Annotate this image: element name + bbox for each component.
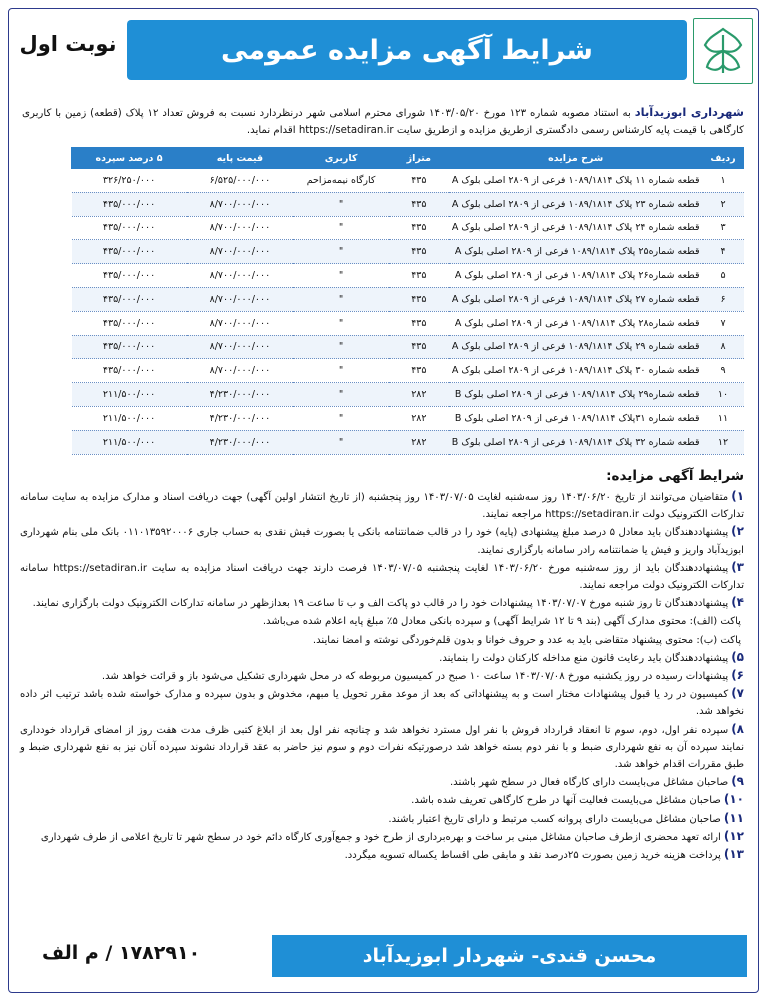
condition-item — [20, 649, 744, 667]
condition-text: پاکت (ب): محتوی پیشنهاد متقاضی باید به عدد و حروف خوانا و بدون قلم‌خوردگی نوشته و امضا نمایند. — [312, 634, 741, 646]
cell-area: ۴۳۵ — [389, 192, 449, 216]
cell-area: ۴۳۵ — [389, 169, 449, 193]
cell-row-num: ۹ — [703, 359, 744, 383]
condition-number: ۱) — [731, 489, 745, 503]
condition-item — [20, 773, 744, 791]
table-row — [72, 311, 744, 335]
cell-description: قطعه شماره ۲۴ پلاک ۱۰۸۹/۱۸۱۴ فرعی از ۲۸۰۹ اصلی بلوک A — [449, 216, 703, 240]
condition-text: سپرده نفر اول، دوم، سوم تا انعقاد قرارداد فروش با نفر اول مسترد نخواهد شد و چنانچه نفر اول بعد از ابلاغ کتبی ظرف مدت هفت روز از امضای قرارداد خودداری نمایند سپرده آن به نفع شهرداری ضبط و با نفر دوم بسته خواهد شد درصورتیکه نفرات دوم و سوم نیز حاضر به عقد قرارداد نشوند سپرده آنان نیز به نفع شهرداری ضبط و طبق مقررات اقدام خواهد شد. — [20, 724, 744, 771]
auction-items-table — [71, 147, 744, 455]
cell-description: قطعه شماره۲۸ پلاک ۱۰۸۹/۱۸۱۴ فرعی از ۲۸۰۹ اصلی بلوک A — [449, 311, 703, 335]
condition-item — [20, 612, 744, 630]
title-banner — [127, 20, 687, 80]
cell-usage: " — [293, 240, 389, 264]
cell-row-num: ۳ — [703, 216, 744, 240]
cell-row-num: ۱۱ — [703, 406, 744, 430]
cell-base-price: ۸/۷۰۰/۰۰۰/۰۰۰ — [187, 287, 294, 311]
condition-number: ۴) — [731, 595, 744, 610]
header-base-price: قیمت پایه — [187, 148, 294, 169]
condition-item — [20, 828, 744, 846]
cell-base-price: ۴/۲۳۰/۰۰۰/۰۰۰ — [187, 383, 294, 407]
cell-deposit: ۴۳۵/۰۰۰/۰۰۰ — [72, 359, 187, 383]
condition-number: ۲) — [731, 524, 744, 539]
cell-base-price: ۶/۵۲۵/۰۰۰/۰۰۰ — [187, 169, 294, 193]
condition-number: ۸) — [731, 721, 744, 736]
cell-deposit: ۴۳۵/۰۰۰/۰۰۰ — [72, 311, 187, 335]
condition-number: ۳) — [731, 559, 744, 574]
cell-area: ۲۸۲ — [389, 430, 449, 454]
cell-area: ۴۳۵ — [389, 216, 449, 240]
page-title: شرایط آگهی مزایده عمومی — [221, 34, 593, 66]
condition-item — [20, 667, 744, 685]
table-row — [72, 192, 744, 216]
table-row — [72, 359, 744, 383]
condition-text: ارائه تعهد محضری ازطرف صاحبان مشاغل مبنی بر ساخت و بهره‌برداری از طرح خود و جمع‌آوری کارگاه دائم خود در سطح شهر تا تاریخ اعلامی از طرف شهرداری — [40, 831, 721, 843]
table-header-row — [72, 148, 744, 169]
cell-base-price: ۸/۷۰۰/۰۰۰/۰۰۰ — [187, 216, 294, 240]
turn-label: نوبت اول — [19, 32, 117, 56]
cell-description: قطعه شماره ۲۷ پلاک ۱۰۸۹/۱۸۱۴ فرعی از ۲۸۰۹ اصلی بلوک A — [449, 287, 703, 311]
cell-description: قطعه شماره۲۹ پلاک ۱۰۸۹/۱۸۱۴ فرعی از ۲۸۰۹ اصلی بلوک B — [449, 383, 703, 407]
intro-lead: شهرداری ابوزیدآباد — [634, 105, 744, 119]
cell-area: ۴۳۵ — [389, 287, 449, 311]
cell-deposit: ۲۱۱/۵۰۰/۰۰۰ — [72, 430, 187, 454]
intro-text: به استناد مصوبه شماره ۱۲۳ مورخ ۱۴۰۳/۰۵/۲۰ شورای محترم اسلامی شهر درنظردارد نسبت به فروش تعداد ۱۲ پلاک (قطعه) زمین با کاربری کارگاهی با قیمت پایه کارشناس رسمی دادگستری ازطریق مزایده و ازطریق سایت https://setadiran.ir اقدام نماید. — [22, 108, 744, 136]
condition-number: ۶) — [731, 668, 744, 683]
municipality-logo-icon — [693, 18, 753, 84]
condition-number: ۱۱) — [723, 810, 744, 825]
cell-base-price: ۴/۲۳۰/۰۰۰/۰۰۰ — [187, 406, 294, 430]
cell-area: ۲۸۲ — [389, 383, 449, 407]
condition-item — [20, 810, 744, 828]
condition-text: صاحبان مشاغل می‌بایست فعالیت آنها در طرح کارگاهی تعریف شده باشد. — [411, 795, 721, 807]
cell-base-price: ۸/۷۰۰/۰۰۰/۰۰۰ — [187, 335, 294, 359]
table-row — [72, 240, 744, 264]
header — [12, 14, 757, 100]
table-row — [72, 169, 744, 193]
cell-row-num: ۵ — [703, 264, 744, 288]
cell-deposit: ۴۳۵/۰۰۰/۰۰۰ — [72, 264, 187, 288]
cell-deposit: ۴۳۵/۰۰۰/۰۰۰ — [72, 192, 187, 216]
condition-text: پرداخت هزینه خرید زمین بصورت ۲۵درصد نقد و مابقی طی اقساط یکساله تسویه میگردد. — [344, 850, 721, 862]
table-row — [72, 264, 744, 288]
cell-description: قطعه شماره ۳۱پلاک ۱۰۸۹/۱۸۱۴ فرعی از ۲۸۰۹ اصلی بلوک B — [449, 406, 703, 430]
cell-usage: " — [293, 311, 389, 335]
cell-base-price: ۸/۷۰۰/۰۰۰/۰۰۰ — [187, 192, 294, 216]
cell-usage: " — [293, 264, 389, 288]
cell-deposit: ۴۳۵/۰۰۰/۰۰۰ — [72, 335, 187, 359]
condition-item — [20, 791, 744, 809]
condition-text: پیشنهاددهندگان تا روز شنبه مورخ ۱۴۰۳/۰۷/۰۷ پیشنهادات خود را در قالب دو پاکت الف و ب تا ساعت ۱۹ بعدازظهر در سامانه تدارکات الکترونیک دولت بارگزاری نمایند. — [32, 598, 729, 610]
table-row — [72, 287, 744, 311]
condition-number: ۱۳) — [723, 847, 744, 862]
condition-number: ۱۲) — [723, 828, 744, 843]
condition-text: پیشنهاددهندگان باید از روز سه‌شنبه مورخ ۱۴۰۳/۰۶/۲۰ لغایت پنجشنبه ۱۴۰۳/۰۷/۰۵ فرصت دارند جهت دریافت اسناد مزایده به سایت https://setadiran.ir سامانه تدارکات الکترونیک دولت مراجعه نمایند. — [20, 562, 744, 592]
cell-area: ۲۸۲ — [389, 406, 449, 430]
cell-usage: کارگاه نیمه‌مزاحم — [293, 169, 389, 193]
cell-base-price: ۴/۲۳۰/۰۰۰/۰۰۰ — [187, 430, 294, 454]
condition-text: صاحبان مشاغل می‌بایست دارای کارگاه فعال در سطح شهر باشند. — [449, 777, 729, 789]
cell-usage: " — [293, 359, 389, 383]
cell-description: قطعه شماره ۲۹ پلاک ۱۰۸۹/۱۸۱۴ فرعی از ۲۸۰۹ اصلی بلوک A — [449, 335, 703, 359]
cell-description: قطعه شماره ۳۲ پلاک ۱۰۸۹/۱۸۱۴ فرعی از ۲۸۰۹ اصلی بلوک B — [449, 430, 703, 454]
header-row-num: ردیف — [703, 148, 744, 169]
condition-item — [20, 523, 744, 558]
cell-description: قطعه شماره ۱۱ پلاک ۱۰۸۹/۱۸۱۴ فرعی از ۲۸۰۹ اصلی بلوک A — [449, 169, 703, 193]
cell-row-num: ۲ — [703, 192, 744, 216]
cell-deposit: ۲۱۱/۵۰۰/۰۰۰ — [72, 383, 187, 407]
table-row — [72, 406, 744, 430]
condition-number: ۱۰) — [723, 792, 744, 807]
cell-area: ۴۳۵ — [389, 359, 449, 383]
condition-text: پیشنهاددهندگان باید معادل ۵ درصد مبلغ پیشنهادی (پایه) خود را در قالب ضمانتنامه بانکی یا بصورت فیش نقدی به حساب جاری ۰۱۱۰۱۳۵۹۲۰۰۰۶ بانک ملی بنام شهرداری ابوزیدآباد واریز و فیش یا ضمانتنامه رادر سامانه بارگزاری نمایند. — [20, 527, 744, 556]
cell-row-num: ۱ — [703, 169, 744, 193]
table-row — [72, 430, 744, 454]
cell-row-num: ۷ — [703, 311, 744, 335]
cell-usage: " — [293, 406, 389, 430]
condition-item — [20, 721, 744, 774]
condition-text: کمیسیون در رد یا قبول پیشنهادات مختار است و به پیشنهاداتی که بعد از موعد مقرر تحویل یا مبهم، مخدوش و بدون سپرده و مدارک خواسته شده باشد ترتیب اثر داده نخواهد شد. — [20, 689, 744, 718]
cell-usage: " — [293, 383, 389, 407]
condition-item — [20, 594, 744, 612]
cell-deposit: ۴۳۵/۰۰۰/۰۰۰ — [72, 240, 187, 264]
cell-description: قطعه شماره ۲۳ پلاک ۱۰۸۹/۱۸۱۴ فرعی از ۲۸۰۹ اصلی بلوک A — [449, 192, 703, 216]
condition-text: پاکت (الف): محتوی مدارک آگهی (بند ۹ تا ۱۲ شرایط آگهی) و سپرده بانکی معادل ۵٪ مبلغ پایه اعلام شده می‌باشد. — [262, 616, 741, 628]
condition-number: ۵) — [731, 649, 744, 664]
cell-area: ۴۳۵ — [389, 264, 449, 288]
cell-description: قطعه شماره۲۵ پلاک ۱۰۸۹/۱۸۱۴ فرعی از ۲۸۰۹ اصلی بلوک A — [449, 240, 703, 264]
cell-row-num: ۸ — [703, 335, 744, 359]
condition-text: متقاضیان می‌توانند از تاریخ ۱۴۰۳/۰۶/۲۰ روز سه‌شنبه لغایت ۱۴۰۳/۰۷/۰۵ روز پنجشنبه (از تاریخ انتشار اولین آگهی) جهت دریافت اسناد و مدارک مزایده به سایت سامانه تدارکات الکترونیک دولت https://setadiran.ir مراجعه نمایند. — [20, 492, 744, 521]
header-description: شرح مزایده — [449, 148, 703, 169]
condition-item — [20, 488, 744, 523]
cell-deposit: ۲۱۱/۵۰۰/۰۰۰ — [72, 406, 187, 430]
header-area: متراژ — [389, 148, 449, 169]
cell-usage: " — [293, 430, 389, 454]
cell-base-price: ۸/۷۰۰/۰۰۰/۰۰۰ — [187, 240, 294, 264]
condition-number: ۷) — [731, 686, 744, 701]
condition-text: پیشنهادات رسیده در روز یکشنبه مورخ ۱۴۰۳/۰۷/۰۸ ساعت ۱۰ صبح در کمیسیون مربوطه که در محل شهرداری تشکیل می‌شود باز و قرائت خواهد شد. — [101, 671, 729, 683]
table-row — [72, 383, 744, 407]
cell-description: قطعه شماره ۳۰ پلاک ۱۰۸۹/۱۸۱۴ فرعی از ۲۸۰۹ اصلی بلوک A — [449, 359, 703, 383]
condition-item — [20, 631, 744, 649]
condition-item — [20, 685, 744, 720]
cell-usage: " — [293, 216, 389, 240]
condition-item — [20, 846, 744, 864]
intro-paragraph — [22, 104, 744, 139]
cell-usage: " — [293, 192, 389, 216]
condition-text: صاحبان مشاغل می‌بایست دارای پروانه کسب مرتبط و دارای تاریخ اعتبار باشند. — [388, 813, 721, 825]
cell-row-num: ۱۲ — [703, 430, 744, 454]
header-usage: کاربری — [293, 148, 389, 169]
cell-deposit: ۳۲۶/۲۵۰/۰۰۰ — [72, 169, 187, 193]
cell-usage: " — [293, 335, 389, 359]
cell-area: ۴۳۵ — [389, 240, 449, 264]
conditions-title: شرایط آگهی مزایده: — [606, 468, 744, 484]
signature-banner — [272, 935, 747, 977]
footer — [12, 935, 757, 979]
cell-row-num: ۶ — [703, 287, 744, 311]
condition-text: پیشنهاددهندگان باید رعایت قانون منع مداخله کارکنان دولت را بنمایند. — [439, 652, 729, 664]
table-row — [72, 216, 744, 240]
cell-base-price: ۸/۷۰۰/۰۰۰/۰۰۰ — [187, 311, 294, 335]
ad-code: ۱۷۸۲۹۱۰ / م الف — [42, 942, 201, 964]
cell-description: قطعه شماره۲۶ پلاک ۱۰۸۹/۱۸۱۴ فرعی از ۲۸۰۹ اصلی بلوک A — [449, 264, 703, 288]
cell-deposit: ۴۳۵/۰۰۰/۰۰۰ — [72, 216, 187, 240]
signature-text: محسن قندی- شهردار ابوزیدآباد — [362, 945, 657, 967]
cell-area: ۴۳۵ — [389, 335, 449, 359]
cell-row-num: ۱۰ — [703, 383, 744, 407]
cell-usage: " — [293, 287, 389, 311]
header-deposit: ۵ درصد سپرده — [72, 148, 187, 169]
table-row — [72, 335, 744, 359]
condition-number: ۹) — [731, 774, 744, 789]
cell-area: ۴۳۵ — [389, 311, 449, 335]
cell-row-num: ۴ — [703, 240, 744, 264]
table-body — [72, 169, 744, 455]
cell-deposit: ۴۳۵/۰۰۰/۰۰۰ — [72, 287, 187, 311]
cell-base-price: ۸/۷۰۰/۰۰۰/۰۰۰ — [187, 264, 294, 288]
condition-item — [20, 559, 744, 594]
conditions-list — [20, 488, 744, 864]
cell-base-price: ۸/۷۰۰/۰۰۰/۰۰۰ — [187, 359, 294, 383]
